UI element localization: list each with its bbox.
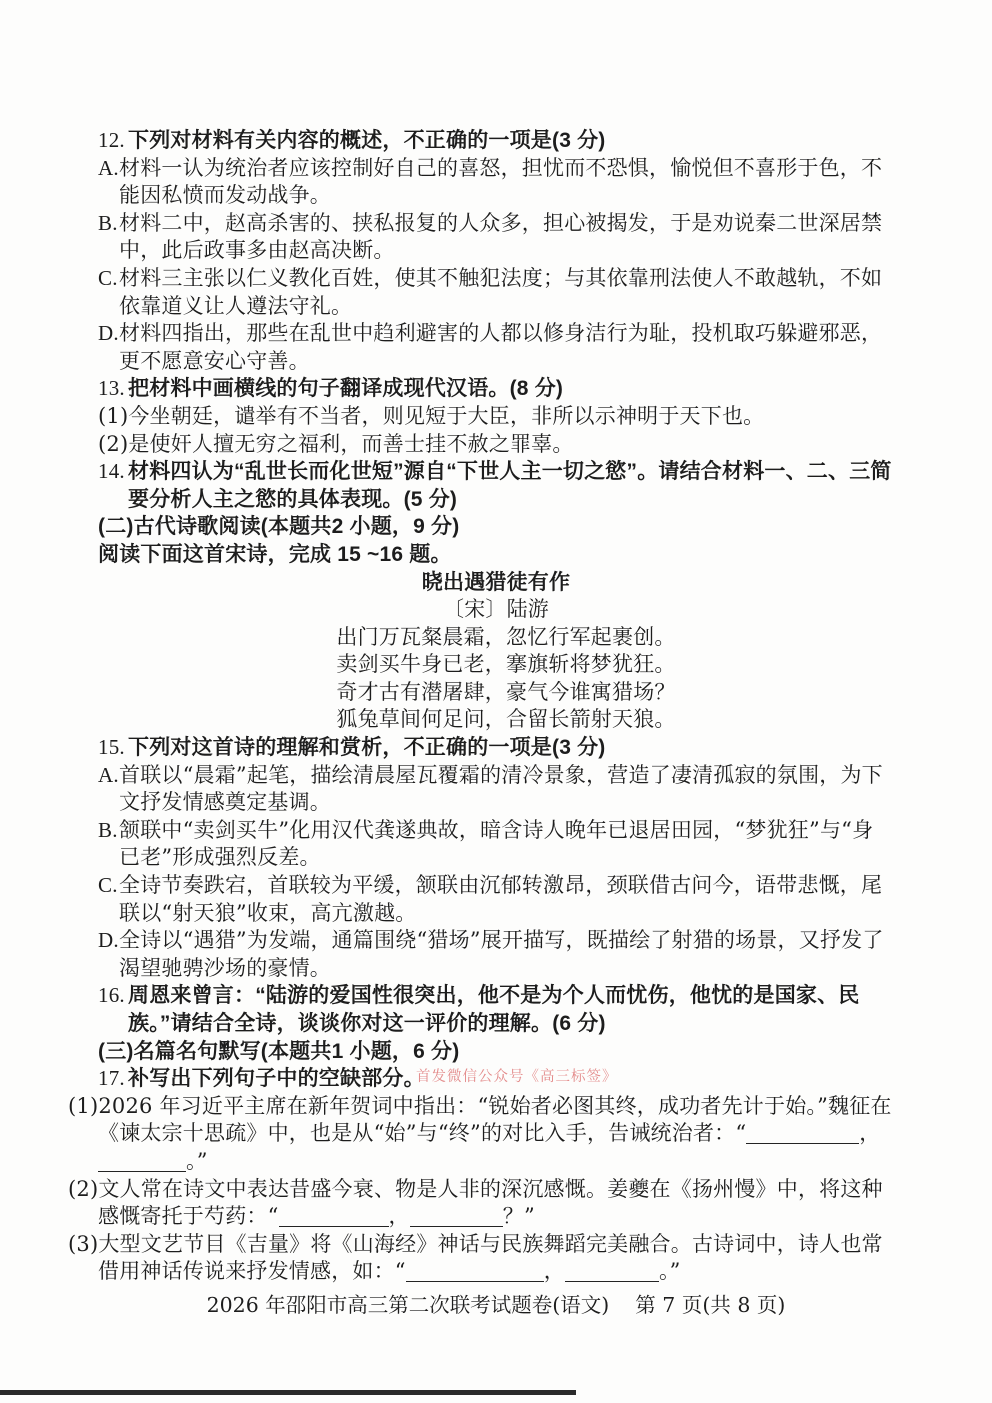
question-13-sentence-1: (1)今坐朝廷，谴举有不当者，则见短于大臣，非所以示神明于天下也。: [98, 403, 765, 428]
option-text: 材料四指出，那些在乱世中趋利避害的人都以修身洁行为耻，投机取巧躲避邪恶，更不愿意安心守善。: [119, 321, 883, 373]
poem-block: [98, 569, 894, 735]
answer-blank: [406, 1279, 544, 1282]
option-label: A.: [98, 762, 119, 787]
poem-line-2: 卖剑买牛身已老，搴旗斩将梦犹狂。: [336, 652, 676, 677]
question-17-stem: 补写出下列句子中的空缺部分。: [128, 1067, 425, 1091]
poem-line-4: 狐兔草间何足问，合留长箭射天狼。: [336, 707, 676, 732]
question-12-number: 12.: [98, 128, 125, 152]
question-12: [98, 127, 894, 375]
question-15-option-b: [98, 817, 894, 872]
question-16: [98, 982, 894, 1037]
option-label: B.: [98, 210, 118, 235]
option-label: C.: [98, 873, 118, 898]
watermark-text: 首发微信公众号《高三标签》: [416, 1069, 618, 1085]
answer-blank: [565, 1279, 659, 1282]
option-label: D.: [98, 928, 119, 953]
option-text: 全诗节奏跌宕，首联较为平缓，颔联由沉郁转激昂，颈联借古问今，语带悲慨，尾联以“射天狼”收束，高亢激越。: [119, 873, 883, 925]
footer-page-number: 第 7 页(共 8 页): [635, 1293, 786, 1317]
item-text: (1)2026 年习近平主席在新年贺词中指出：“锐始者必图其终，成功者先计于始。”魏征在《谏太宗十思疏》中，也是从“始”与“终”的对比入手，告诫统治者：“: [68, 1093, 892, 1146]
option-text: 材料二中，赵高杀害的、挟私报复的人众多，担心被揭发，于是劝说秦二世深居禁中，此后政事多由赵高决断。: [119, 210, 883, 263]
question-12-option-c: [98, 265, 894, 320]
question-15-option-d: [98, 927, 894, 982]
question-17-item-2: [68, 1176, 894, 1231]
question-13: [98, 375, 894, 458]
question-12-option-a: [98, 155, 894, 210]
question-15-stem: 下列对这首诗的理解和赏析，不正确的一项是(3 分): [128, 736, 606, 760]
exam-content: [68, 127, 894, 1286]
option-text: 全诗以“遇猎”为发端，通篇围绕“猎场”展开描写，既描绘了射猎的场景，又抒发了渴望驰骋沙场的豪情。: [119, 928, 884, 980]
footer-exam-title: 2026 年邵阳市高三第二次联考试题卷(语文): [206, 1293, 610, 1317]
item-text: ，: [543, 1259, 565, 1284]
question-12-option-b: [98, 210, 894, 265]
question-12-option-d: [98, 320, 894, 375]
poem-line-3: 奇才古有潜屠肆，豪气今谁寓猎场？: [336, 679, 676, 704]
poem-lines: [98, 624, 894, 734]
question-12-stem: 下列对材料有关内容的概述，不正确的一项是(3 分): [128, 129, 606, 152]
question-16-stem: 周恩来曾言：“陆游的爱国性很突出，他不是为个人而忧伤，他忧的是国家、民族。”请结合全诗，谈谈你对这一评价的理解。(6 分): [128, 984, 860, 1035]
question-14: [98, 458, 894, 513]
question-15: [98, 734, 894, 982]
option-text: 材料一认为统治者应该控制好自己的喜怒，担忧而不恐惧，愉悦但不喜形于色，不能因私愤而发动战争。: [119, 155, 883, 208]
option-label: C.: [98, 265, 118, 290]
question-17-item-1: [68, 1093, 894, 1176]
page-footer: [0, 1288, 992, 1318]
question-13-number: 13.: [98, 376, 125, 401]
option-label: D.: [98, 321, 119, 346]
option-label: A.: [98, 155, 119, 180]
answer-blank: [279, 1224, 389, 1227]
item-text: 。”: [186, 1148, 208, 1173]
scan-edge-artifact: [0, 1390, 576, 1395]
answer-blank: [746, 1141, 859, 1144]
question-17-number: 17.: [98, 1066, 125, 1091]
question-13-stem: 把材料中画横线的句子翻译成现代汉语。(8 分): [128, 377, 564, 401]
poem-line-1: 出门万瓦粲晨霜，忽忆行军起裹创。: [336, 624, 676, 649]
option-text: 颔联中“卖剑买牛”化用汉代龚遂典故，暗含诗人晚年已退居田园，“梦犹狂”与“身已老”形成强烈反差。: [119, 817, 874, 870]
question-16-number: 16.: [98, 983, 125, 1008]
question-17: [68, 1065, 894, 1286]
item-text: (3)大型文艺节目《吉量》将《山海经》神话与民族舞蹈完美融合。古诗词中，诗人也常借用神话传说来抒发情感，如：“: [68, 1231, 883, 1284]
answer-blank: [410, 1224, 503, 1227]
section-3-header: (三)名篇名句默写(本题共1 小题，6 分): [98, 1039, 460, 1063]
item-text: ，: [388, 1204, 410, 1229]
question-15-option-a: [98, 762, 894, 817]
item-text: 。”: [658, 1259, 681, 1284]
question-17-item-3: [68, 1231, 894, 1286]
question-15-option-c: [98, 872, 894, 927]
option-text: 首联以“晨霜”起笔，描绘清晨屋瓦覆霜的清冷景象，营造了凄清孤寂的氛围，为下文抒发情感奠定基调。: [119, 762, 883, 815]
item-text: (2)文人常在诗文中表达昔盛今衰、物是人非的深沉感慨。姜夔在《扬州慢》中，将这种感慨寄托于芍药：“: [68, 1176, 883, 1229]
poem-title: 晓出遇猎徒有作: [421, 570, 571, 594]
question-14-stem: 材料四认为“乱世长而化世短”源自“下世人主一切之慾”。请结合材料一、二、三简要分析人主之慾的具体表现。(5 分): [128, 460, 892, 511]
option-text: 材料三主张以仁义教化百姓，使其不触犯法度；与其依靠刑法使人不敢越轨，不如依靠道义让人遵法守礼。: [119, 265, 883, 318]
section-2-intro: 阅读下面这首宋诗，完成 15 ~16 题。: [98, 542, 452, 566]
option-label: B.: [98, 817, 118, 842]
poem-author: 〔宋〕陆游: [443, 597, 549, 622]
item-text: ？”: [502, 1204, 535, 1229]
section-2-header: (二)古代诗歌阅读(本题共2 小题，9 分): [98, 515, 460, 539]
item-text: ，: [859, 1121, 881, 1146]
question-15-number: 15.: [98, 735, 125, 760]
question-14-number: 14.: [98, 459, 125, 484]
answer-blank: [98, 1169, 186, 1172]
question-13-sentence-2: (2)是使奸人擅无穷之福利，而善士挂不赦之罪辜。: [98, 431, 574, 456]
